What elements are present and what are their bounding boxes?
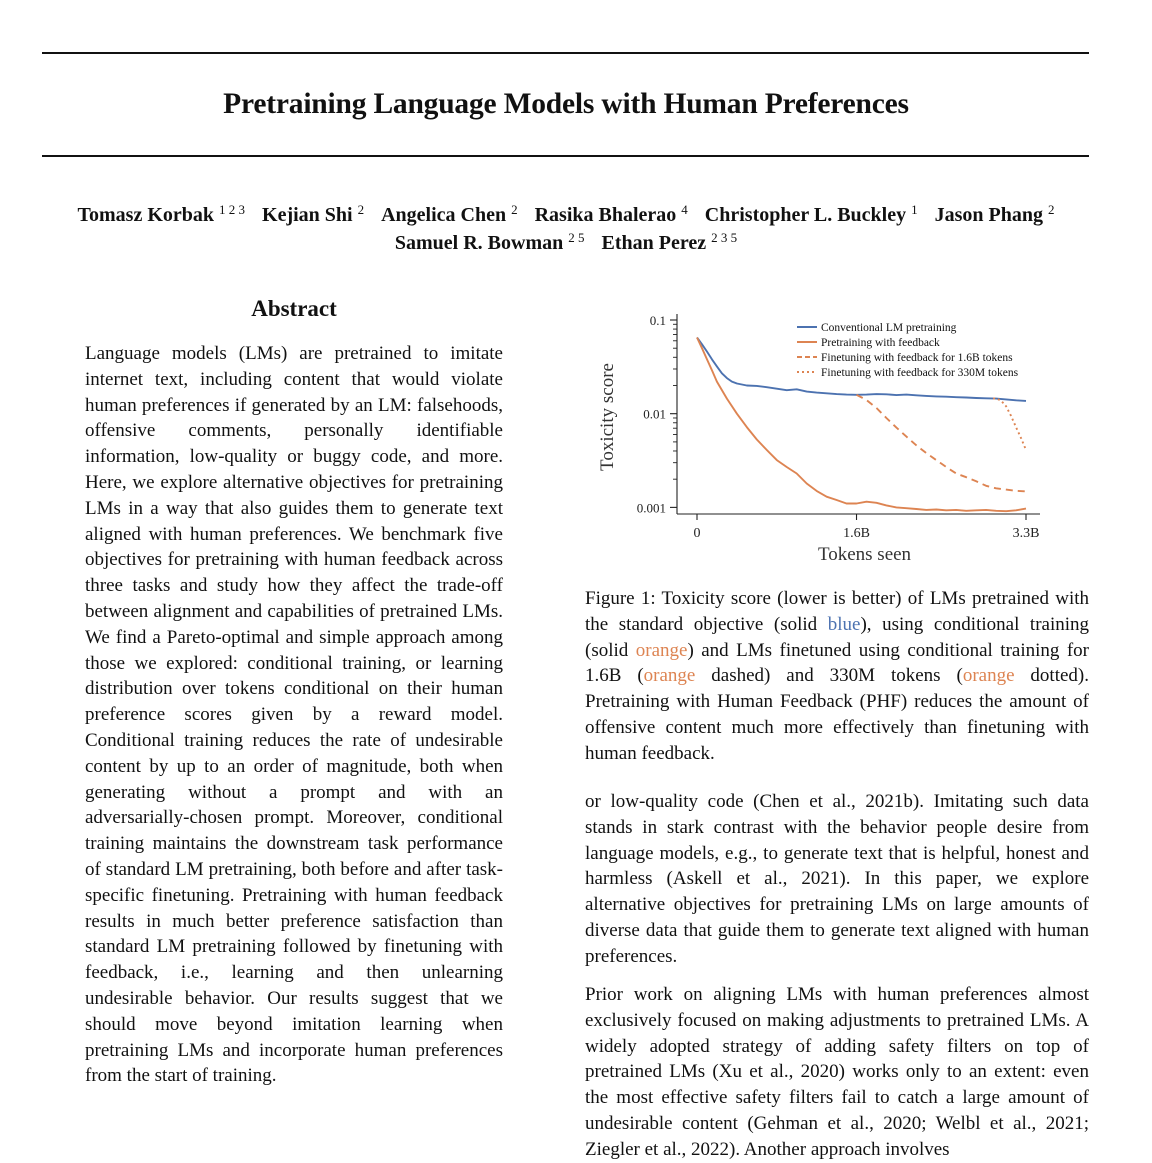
legend-label: Finetuning with feedback for 1.6B tokens: [821, 352, 1013, 364]
caption-orange-word: orange: [635, 639, 688, 661]
series-line: [993, 398, 1026, 450]
x-tick-label: 1.6B: [843, 526, 870, 541]
figure-1: [590, 305, 1060, 575]
author: Rasika Bhalerao $^4$: [534, 202, 688, 226]
abstract-text: Language models (LMs) are pretrained to imitate internet text, including content that would violate human preferences if generated by an LM: falsehoods, offensive comments, personally identifiable information, low-quality or buggy code, and more. Here, we explore alternative objectives for pretraining LMs in a way that also guides them to generate text aligned with human preferences. We benchmark five objectives for pretraining with human feedback across three tasks and study how they affect the trade-off between alignment and capabilities of pretrained LMs. We find a Pareto-optimal and simple approach among those we explored: conditional training, or learning distribution over tokens conditional on their human preference scores given by a reward model. Conditional training reduces the rate of undesirable content by up to an order of magnitude, both when generating without a prompt and with an adversarially-chosen prompt. Moreover, conditional training maintains the downstream task performance of standard LM pretraining, both before and after task-specific finetuning. Pretraining with human feedback results in much better preference satisfaction than standard LM pretraining followed by finetuning with feedback, i.e., learning and then unlearning undesirable behavior. Our results suggest that we should move beyond imitation learning when pretraining LMs and incorporate human preferences from the start of training.: [85, 343, 503, 1087]
caption-blue-word: blue: [827, 613, 861, 635]
author: Kejian Shi $^2$: [262, 202, 365, 226]
author: Tomasz Korbak $^{1 2 3}$: [77, 202, 246, 226]
body-paragraph: or low-quality code (Chen et al., 2021b). Imitating such data stands in stark contrast with the behavior people desire from language models, e.g., to generate text that is helpful, honest and harmless (Askell et al., 2021). In this paper, we explore alternative objectives for pretraining LMs on large amounts of diverse data that guide them to generate text aligned with human preferences.: [585, 791, 1089, 967]
paper-title: Pretraining Language Models with Human Preferences: [223, 88, 909, 120]
x-tick-label: 3.3B: [1012, 526, 1040, 541]
author-list: [0, 201, 1132, 257]
title-rule-bottom: [42, 155, 1089, 157]
abstract-heading: Abstract: [251, 296, 337, 321]
author: Ethan Perez $^{2 3 5}$: [601, 230, 738, 254]
figure-caption: Figure 1: Toxicity score (lower is better) of LMs pretrained with the standard objective (solid blue), using conditional training (solid orange) and LMs finetuned using conditional training for 1.6B (orange dashed) and 330M tokens (orange dotted). Pretraining with Human Feedback (PHF) reduces the amount of offensive content much more effectively than finetuning with human feedback.: [585, 588, 1090, 764]
y-tick-label: 0.001: [636, 500, 666, 516]
y-axis-label: Toxicity score: [597, 363, 618, 471]
author: Angelica Chen $^2$: [381, 202, 518, 226]
author: Jason Phang $^2$: [934, 202, 1055, 226]
series-line: [857, 395, 1027, 492]
x-tick-label: 0: [693, 526, 701, 541]
x-axis-label: Tokens seen: [817, 544, 912, 565]
y-tick-label: 0.01: [643, 406, 666, 422]
legend-label: Conventional LM pretraining: [821, 322, 957, 334]
author: Christopher L. Buckley $^1$: [704, 202, 918, 226]
author: Samuel R. Bowman $^{2 5}$: [394, 230, 585, 254]
caption-orange-word: orange: [643, 665, 696, 687]
caption-orange-word: orange: [962, 665, 1015, 687]
title-rule-top: [42, 52, 1089, 54]
toxicity-chart: [590, 305, 1060, 575]
y-tick-label: 0.1: [649, 313, 666, 328]
body-paragraph: Prior work on aligning LMs with human preferences almost exclusively focused on making adjustments to pretrained LMs. A widely adopted strategy of adding safety filters on top of pretrained LMs (Xu et al., 2020) works only to an extent: even the most effective safety filters fail to catch a large amount of undesirable content (Gehman et al., 2020; Welbl et al., 2021; Ziegler et al., 2022). Another approach involves: [585, 984, 1089, 1160]
legend-label: Finetuning with feedback for 330M tokens: [821, 367, 1019, 379]
legend-label: Pretraining with feedback: [821, 337, 940, 349]
